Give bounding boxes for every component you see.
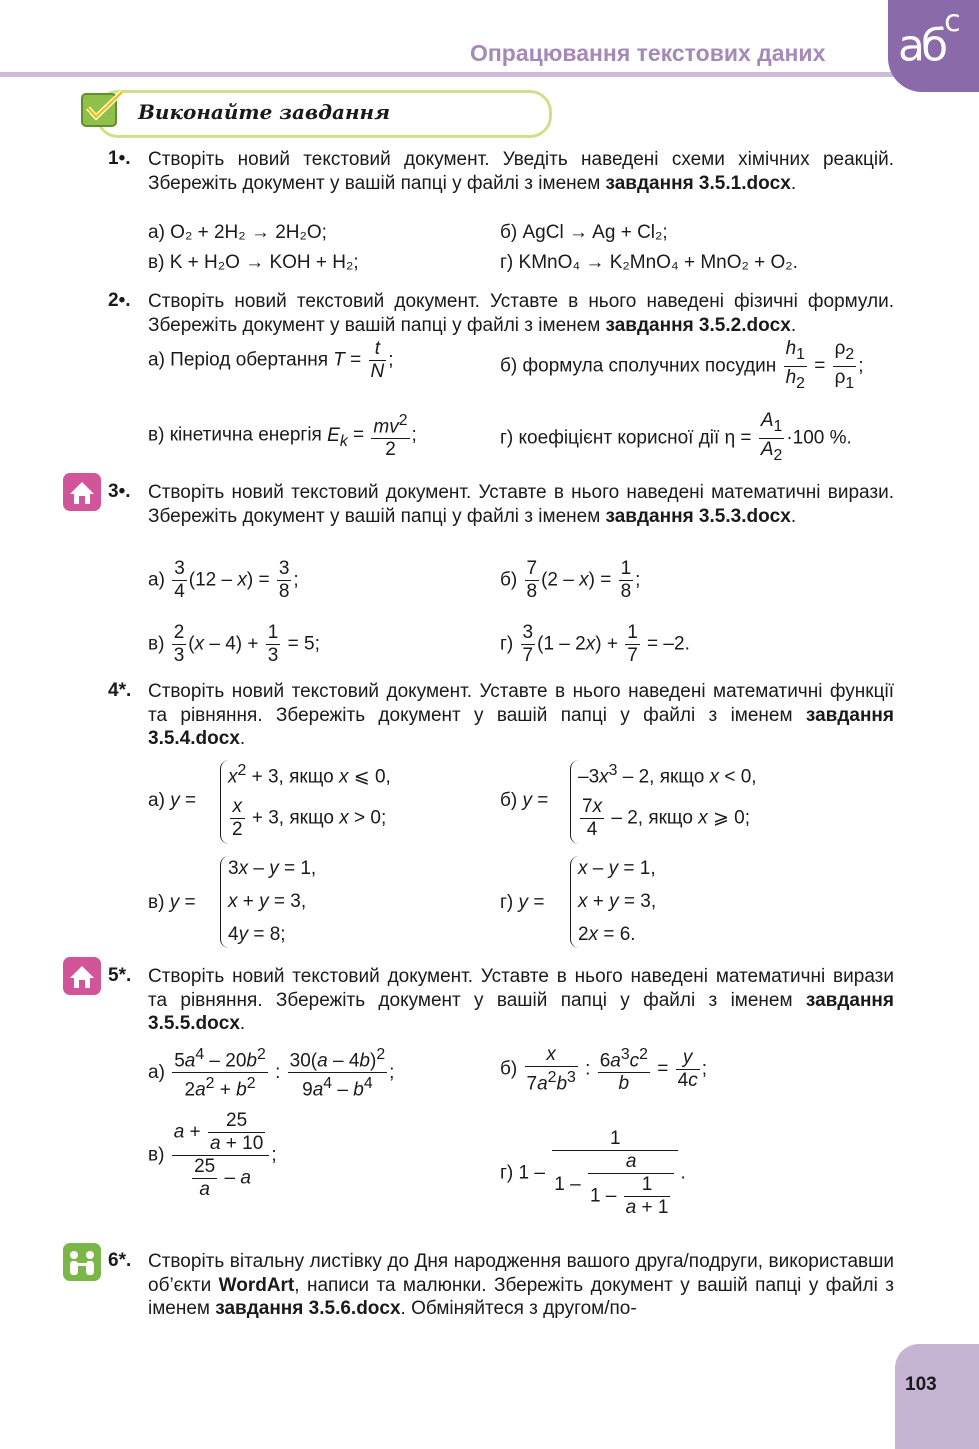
task-file-name: завдання 3.5.3.docx bbox=[605, 505, 791, 527]
expression-d: г) $\frac{3}{7}$ (1 – 2x) + $\frac{1}{7}$ = –2. bbox=[500, 622, 690, 666]
task-text: Створіть новий текстовий документ. Уставте в нього наведені математичні функції та рівняння. Збережіть документ у вашій папці у файлі з іменем завдання 3.5.4.docx. bbox=[148, 681, 894, 749]
task-number: 1•. bbox=[108, 148, 131, 169]
function-a-line1: $x^2 + 3$, якщо x ⩽ 0, bbox=[228, 762, 391, 788]
task-text-body: Створіть новий текстовий документ. Уставте в нього наведені математичні вирази. Збережіть документ у вашій папці у файлі з іменем bbox=[148, 482, 894, 527]
task-file-name: завдання 3.5.2.docx bbox=[605, 314, 791, 336]
page-header-title: Опрацювання текстових даних bbox=[470, 40, 826, 66]
chapter-badge-sup: c bbox=[944, 4, 957, 39]
formula-label: в) кінетична енергія bbox=[148, 424, 322, 446]
system-d-line2: x + y = 3, bbox=[578, 891, 657, 912]
formula-label: г) коефіцієнт корисної дії bbox=[500, 427, 720, 449]
task-text: Створіть новий текстовий документ. Уставте в нього наведені математичні вирази та рівняння. Збережіть документ у вашій папці у файлі з іменем завдання 3.5.5.docx. bbox=[148, 966, 894, 1034]
task-file-name: завдання 3.5.6.docx bbox=[215, 1298, 401, 1319]
system-c-line3: 4y = 8; bbox=[228, 924, 286, 945]
task-number: 6*. bbox=[108, 1250, 132, 1271]
task-item: а) O₂ + 2H₂ → 2H₂O; bbox=[148, 222, 327, 243]
task-number: 3•. bbox=[108, 481, 131, 502]
chapter-badge-text: аб bbox=[898, 20, 945, 72]
expression-5b: б) $\frac{x}{7a^2b^3}$ : $\frac{6a^3c^2}{b}$ = $\frac{y}{4c}$ ; bbox=[500, 1044, 707, 1095]
formula-label: б) формула сполучних посудин bbox=[500, 355, 777, 377]
task-text-body: Створіть новий текстовий документ. Уведіть наведені схеми хімічних реакцій. Збережіть документ у вашій папці у файлі з іменем bbox=[148, 149, 894, 194]
task-text: Створіть новий текстовий документ. Уведіть наведені схеми хімічних реакцій. Збережіть документ у вашій папці у файлі з іменем завдання 3.5.1.docx. bbox=[148, 149, 894, 194]
task-text-body: Створіть новий текстовий документ. Уставте в нього наведені математичні функції та рівняння. Збережіть документ у вашій папці у файлі з іменем bbox=[148, 681, 894, 726]
task-text bbox=[148, 1250, 894, 1321]
task-file-name: завдання 3.5.5.docx bbox=[148, 989, 894, 1034]
task-item: б) AgCl → Ag + Cl₂; bbox=[500, 222, 668, 243]
task-text-body: Створіть новий текстовий документ. Уставте в нього наведені фізичні формули. Збережіть документ у вашій папці у файлі з іменем bbox=[148, 291, 894, 336]
checklist-icon bbox=[78, 86, 128, 132]
chapter-badge bbox=[888, 0, 979, 92]
task-text-body: Створіть вітальну листівку до Дня народження вашого друга/подруги, використавши об’єкти bbox=[148, 1251, 894, 1296]
task-item: г) KMnO₄ → K₂MnO₄ + MnO₂ + O₂. bbox=[500, 252, 798, 273]
task-text: Створіть новий текстовий документ. Уставте в нього наведені фізичні формули. Збережіть документ у вашій папці у файлі з іменем завдання 3.5.2.docx. bbox=[148, 291, 894, 336]
task-text: Створіть новий текстовий документ. Уставте в нього наведені математичні вирази. Збережіть документ у вашій папці у файлі з іменем завдання 3.5.3.docx. bbox=[148, 482, 894, 527]
function-a-label: а) y = bbox=[148, 790, 197, 811]
expression-5a: а) $\frac{5a^4 - 20b^2}{2a^2 + b^2}$ : $\frac{30(a - 4b)^2}{9a^4 - b^4}$ ; bbox=[148, 1046, 395, 1101]
system-d-line3: 2x = 6. bbox=[578, 924, 636, 945]
function-b-line2: $\frac{7x}{4}$ – 2, якщо x ⩾ 0; bbox=[582, 796, 751, 840]
task-text-body: , написи та малюнки. Збережіть документ у вашій папці у файлі з іменем bbox=[148, 1274, 894, 1319]
expression-b: б) $\frac{7}{8}$ (2 – x) = $\frac{1}{8}$ ; bbox=[500, 558, 641, 602]
function-b-line1: $-3x^3 - 2$, якщо x < 0, bbox=[578, 762, 757, 788]
expression-c: в) $\frac{2}{3}$ (x – 4) + $\frac{1}{3}$ = 5; bbox=[148, 622, 320, 666]
group-task-icon bbox=[62, 1242, 102, 1282]
system-d-line1: x – y = 1, bbox=[578, 858, 656, 879]
system-c-label: в) y = bbox=[148, 892, 196, 913]
expression-a: а) $\frac{3}{4}$ (12 – x) = $\frac{3}{8}$ ; bbox=[148, 558, 299, 602]
system-c-line1: 3x – y = 1, bbox=[228, 858, 317, 879]
system-c-line2: x + y = 3, bbox=[228, 891, 307, 912]
task-text-body: Створіть новий текстовий документ. Уставте в нього наведені математичні вирази та рівняння. Збережіть документ у вашій папці у файлі з іменем bbox=[148, 966, 894, 1011]
page-number-tab bbox=[895, 1344, 979, 1449]
formula-energy: в) кінетична енергія $E_k$ = $\frac{mv^2}{2}$ ; bbox=[148, 412, 417, 461]
function-b-label: б) y = bbox=[500, 790, 549, 811]
task-file-name: завдання 3.5.4.docx bbox=[148, 704, 894, 749]
task-item: в) K + H₂O → KOH + H₂; bbox=[148, 252, 359, 273]
section-title: Виконайте завдання bbox=[138, 100, 391, 124]
header-rule bbox=[0, 72, 895, 77]
home-task-icon bbox=[62, 472, 102, 512]
formula-vessels: б) формула сполучних посудин $\frac{h_1}{h_2}$ = $\frac{\rho_2}{\rho_1}$ ; bbox=[500, 338, 864, 395]
expression-5c: в) a + $\frac{25}{a + 10}$ $\frac{25}{a}$ – a ; bbox=[148, 1110, 277, 1200]
task-text-body: . Обміняйтеся з другом/по- bbox=[400, 1298, 637, 1319]
formula-efficiency: г) коефіцієнт корисної дії η = $\frac{A_1}{A_2}$ ·100 %. bbox=[500, 410, 852, 467]
task-file-name: завдання 3.5.1.docx bbox=[605, 172, 791, 194]
system-d-label: г) y = bbox=[500, 892, 545, 913]
page-number: 103 bbox=[905, 1374, 937, 1395]
task-number: 5*. bbox=[108, 965, 132, 986]
formula-label: а) Період обертання bbox=[148, 349, 328, 371]
formula-period: а) Період обертання T = $\frac{t}{N}$ ; bbox=[148, 338, 394, 382]
expression-5d: г) 1 – 1 1 – a 1 – $\frac{1}{a + 1}$ . bbox=[500, 1128, 686, 1218]
function-a-line2: $\frac{x}{2}$ + 3, якщо x > 0; bbox=[232, 796, 387, 840]
home-task-icon bbox=[62, 956, 102, 996]
task-number: 4*. bbox=[108, 680, 132, 701]
task-number: 2•. bbox=[108, 290, 131, 311]
wordart-term: WordArt bbox=[218, 1274, 295, 1296]
